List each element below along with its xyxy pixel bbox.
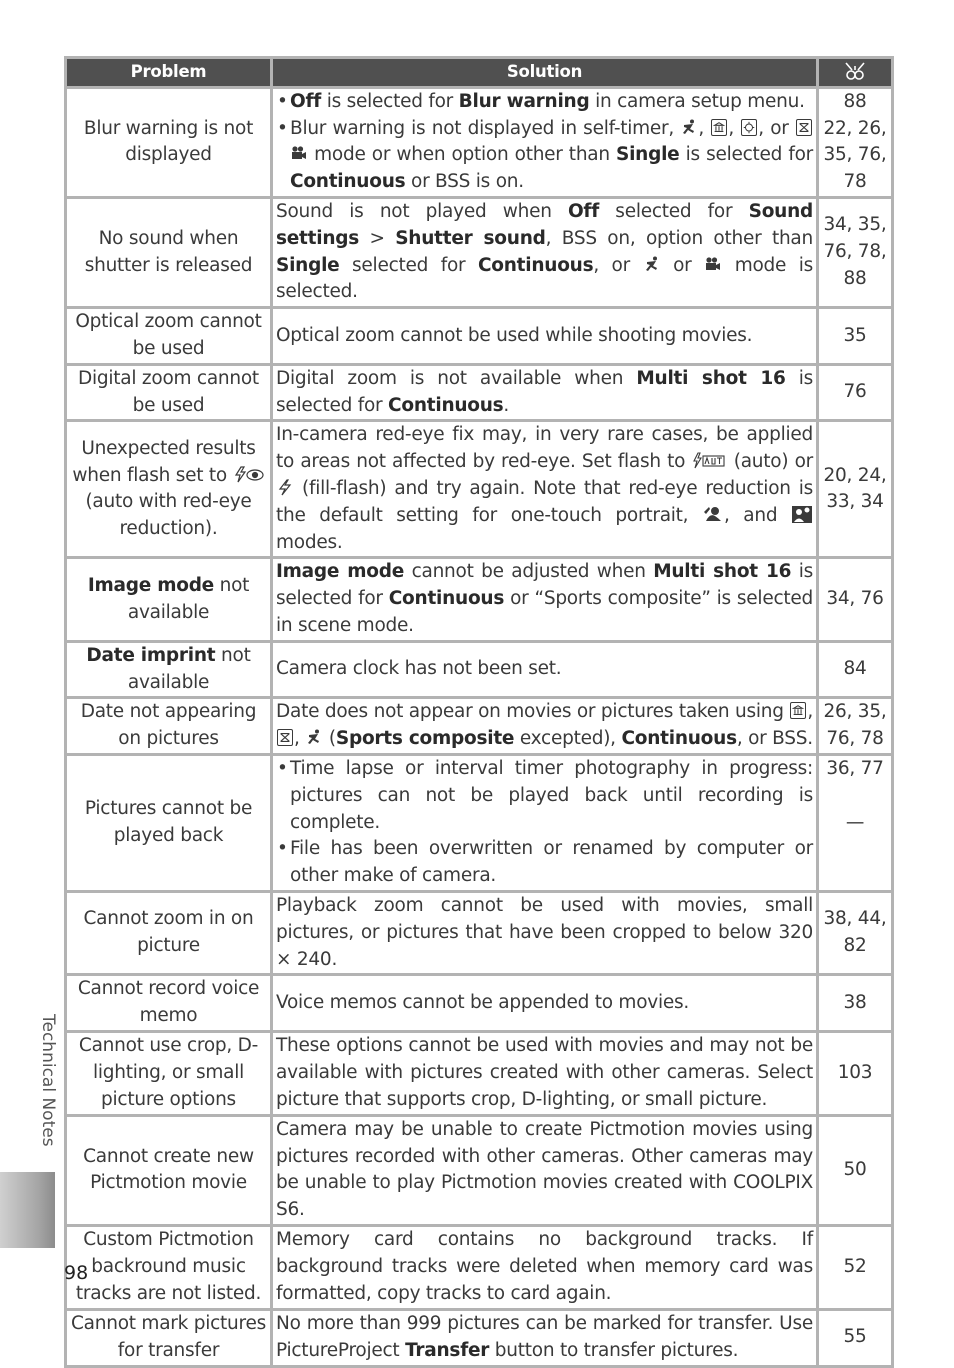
text: , or BSS. bbox=[736, 728, 813, 750]
header-solution: Solution bbox=[272, 58, 818, 88]
solution-cell bbox=[272, 754, 818, 891]
page-cell: 20, 24, 33, 34 bbox=[818, 421, 893, 558]
problem-cell bbox=[66, 421, 272, 558]
table-row bbox=[66, 87, 893, 197]
solution-cell bbox=[272, 421, 818, 558]
fill-flash-icon bbox=[277, 479, 293, 496]
page-cell: 26, 35, 76, 78 bbox=[818, 698, 893, 755]
sports-scene-icon bbox=[306, 729, 322, 746]
page-cell: 76 bbox=[818, 364, 893, 421]
page-reference-icon bbox=[844, 61, 866, 81]
text: button to transfer pictures. bbox=[489, 1339, 739, 1361]
face-priority-portrait-icon bbox=[703, 506, 723, 523]
movie-camera-icon bbox=[705, 256, 721, 273]
problem-cell: Cannot use crop, D-lighting, or small picture options bbox=[66, 1031, 272, 1115]
text: is selected for bbox=[276, 561, 814, 610]
bold-text: Sports composite bbox=[335, 728, 515, 750]
text: , bbox=[698, 117, 711, 139]
text: mode is selected. bbox=[276, 254, 814, 303]
bold-text: Date imprint bbox=[86, 644, 216, 666]
bold-text: Multi shot 16 bbox=[653, 561, 792, 583]
page-cell: 84 bbox=[818, 641, 893, 698]
table-header-row bbox=[66, 58, 893, 88]
solution-cell: Playback zoom cannot be used with movies, small pictures, or pictures that have been cropped to below 320 × 240. bbox=[272, 891, 818, 974]
list-item: • File has been overwritten or renamed by computer or other make of camera. bbox=[276, 836, 813, 890]
fireworks-icon bbox=[796, 119, 812, 136]
table-row bbox=[66, 558, 893, 641]
text: in camera setup menu. bbox=[589, 90, 805, 112]
solution-cell bbox=[272, 87, 818, 197]
text: ( bbox=[323, 728, 336, 750]
solution-cell: Camera clock has not been set. bbox=[272, 641, 818, 698]
text: (fill-flash) and try again. Note that red-eye reduction is the default setting for one-touch portrait, bbox=[276, 477, 813, 526]
header-problem: Problem bbox=[66, 58, 272, 88]
page-cell: 38, 44, 82 bbox=[818, 891, 893, 974]
solution-cell bbox=[272, 698, 818, 755]
problem-cell: Optical zoom cannot be used bbox=[66, 308, 272, 365]
text: (auto with red-eye reduction). bbox=[85, 491, 252, 540]
problem-cell bbox=[66, 558, 272, 641]
text: selected for bbox=[339, 254, 478, 276]
text: or “Sports composite” is selected in scene mode. bbox=[276, 588, 813, 636]
text: In-camera red-eye fix may, in very rare cases, be applied to areas not affected by red-eye. Set flash to bbox=[276, 424, 813, 473]
page-cell: 55 bbox=[818, 1310, 893, 1367]
solution-cell: Optical zoom cannot be used while shooting movies. bbox=[272, 308, 818, 365]
table-row bbox=[66, 641, 893, 698]
bold-text: Sound settings bbox=[276, 200, 813, 249]
list-item bbox=[276, 116, 813, 196]
solution-cell: Voice memos cannot be appended to movies. bbox=[272, 975, 818, 1032]
table-row bbox=[66, 754, 893, 891]
page-cell: 103 bbox=[818, 1031, 893, 1115]
problem-cell: Cannot create new Pictmotion movie bbox=[66, 1115, 272, 1225]
text: , or bbox=[593, 254, 643, 276]
text: , bbox=[807, 701, 813, 723]
text: , and bbox=[723, 504, 791, 526]
text: or BSS is on. bbox=[405, 171, 524, 193]
text: Unexpected results when flash set to bbox=[72, 437, 256, 486]
table-row bbox=[66, 1031, 893, 1115]
bold-text: Image mode bbox=[87, 574, 214, 596]
page-cell: 88 22, 26, 35, 76, 78 bbox=[818, 87, 893, 197]
page-cell: 34, 76 bbox=[818, 558, 893, 641]
bold-text: Continuous bbox=[388, 588, 505, 610]
text: is selected for bbox=[321, 90, 459, 112]
bold-text: Off bbox=[290, 90, 322, 112]
bold-text: Off bbox=[567, 200, 600, 222]
problem-cell bbox=[66, 641, 272, 698]
problem-cell: Digital zoom cannot be used bbox=[66, 364, 272, 421]
bold-text: Continuous bbox=[290, 171, 406, 193]
page-cell: 50 bbox=[818, 1115, 893, 1225]
solution-list bbox=[276, 89, 813, 196]
table-row bbox=[66, 891, 893, 974]
text: mode or when option other than bbox=[308, 144, 617, 166]
page-cell: 34, 35, 76, 78, 88 bbox=[818, 197, 893, 307]
solution-cell bbox=[272, 558, 818, 641]
list-item bbox=[276, 89, 813, 116]
text: , BSS on, option other than bbox=[545, 227, 813, 249]
table-row bbox=[66, 197, 893, 307]
night-portrait-icon bbox=[792, 506, 812, 523]
bold-text: Multi shot 16 bbox=[636, 367, 786, 389]
bold-text: Continuous bbox=[388, 394, 504, 416]
header-page bbox=[818, 58, 893, 88]
list-item: • Time lapse or interval timer photography in progress: pictures can not be played back until recording is complete. bbox=[276, 756, 813, 836]
solution-cell: Camera may be unable to create Pictmotion movies using pictures recorded with other cameras. Other cameras may be unable to play Pictmotion movies created with COOLPIX S6. bbox=[272, 1115, 818, 1225]
bold-text: Single bbox=[276, 254, 340, 276]
table-row bbox=[66, 1310, 893, 1367]
problem-cell: Blur warning is not displayed bbox=[66, 87, 272, 197]
text: is selected for bbox=[679, 144, 814, 166]
text: not available bbox=[127, 574, 250, 623]
sports-scene-icon bbox=[681, 119, 697, 136]
bold-text: Shutter sound bbox=[395, 227, 546, 249]
bold-text: Single bbox=[616, 144, 680, 166]
bold-text: Image mode bbox=[276, 561, 405, 583]
text: modes. bbox=[276, 531, 343, 553]
text: , or bbox=[758, 117, 795, 139]
museum-scene-icon bbox=[711, 119, 727, 136]
bold-text: Continuous bbox=[621, 728, 737, 750]
bold-text: Continuous bbox=[477, 254, 594, 276]
movie-camera-icon bbox=[291, 145, 307, 162]
solution-cell bbox=[272, 364, 818, 421]
text: . bbox=[503, 394, 510, 416]
text: excepted), bbox=[514, 728, 622, 750]
table-row bbox=[66, 1115, 893, 1225]
flash-auto-icon bbox=[692, 452, 726, 469]
bold-text: Transfer bbox=[405, 1339, 490, 1361]
solution-cell: Memory card contains no background tracks. If background tracks were deleted when memory card was formatted, copy tracks to card again. bbox=[272, 1226, 818, 1310]
problem-cell: Custom Pictmotion backround music tracks are not listed. bbox=[66, 1226, 272, 1310]
table-row bbox=[66, 421, 893, 558]
table-row bbox=[66, 1226, 893, 1310]
fireworks-icon bbox=[277, 729, 293, 746]
solution-list bbox=[276, 756, 813, 890]
page-cell: 38 bbox=[818, 975, 893, 1032]
text: Blur warning is not displayed in self-timer, bbox=[290, 117, 681, 139]
text: is selected for bbox=[276, 367, 813, 416]
section-side-label: Technical Notes bbox=[38, 1014, 58, 1147]
problem-cell: No sound when shutter is released bbox=[66, 197, 272, 307]
page-cell: 52 bbox=[818, 1226, 893, 1310]
party-indoor-icon bbox=[741, 119, 757, 136]
text: > bbox=[359, 227, 396, 249]
text: selected for bbox=[599, 200, 749, 222]
text: not available bbox=[127, 644, 251, 693]
text: , bbox=[294, 728, 306, 750]
problem-cell: Cannot record voice memo bbox=[66, 975, 272, 1032]
table-row bbox=[66, 975, 893, 1032]
text: Sound is not played when bbox=[276, 200, 568, 222]
text: cannot be adjusted when bbox=[404, 561, 654, 583]
problem-cell: Cannot mark pictures for transfer bbox=[66, 1310, 272, 1367]
solution-cell bbox=[272, 197, 818, 307]
table-row bbox=[66, 698, 893, 755]
sports-scene-icon bbox=[644, 256, 660, 273]
troubleshooting-table bbox=[64, 56, 894, 1368]
text: (auto) or bbox=[727, 451, 813, 473]
text: No more than 999 pictures can be marked for transfer. Use PictureProject bbox=[276, 1313, 813, 1361]
museum-scene-icon bbox=[790, 702, 806, 719]
solution-cell bbox=[272, 1310, 818, 1367]
table-row bbox=[66, 308, 893, 365]
solution-cell: These options cannot be used with movies and may not be available with pictures created with other cameras. Select picture that supports crop, D-lighting, or small picture. bbox=[272, 1031, 818, 1115]
text: , bbox=[728, 117, 741, 139]
problem-cell: Pictures cannot be played back bbox=[66, 754, 272, 891]
flash-red-eye-icon bbox=[234, 466, 264, 483]
page-number: 98 bbox=[64, 1262, 89, 1284]
problem-cell: Cannot zoom in on picture bbox=[66, 891, 272, 974]
bold-text: Blur warning bbox=[458, 90, 590, 112]
page-cell: 35 bbox=[818, 308, 893, 365]
table-row bbox=[66, 364, 893, 421]
problem-cell: Date not appearing on pictures bbox=[66, 698, 272, 755]
text: or bbox=[660, 254, 705, 276]
page-cell: 36, 77 — bbox=[818, 754, 893, 891]
text: Date does not appear on movies or pictures taken using bbox=[276, 701, 790, 723]
section-side-tab bbox=[0, 1172, 55, 1248]
text: Digital zoom is not available when bbox=[276, 367, 637, 389]
